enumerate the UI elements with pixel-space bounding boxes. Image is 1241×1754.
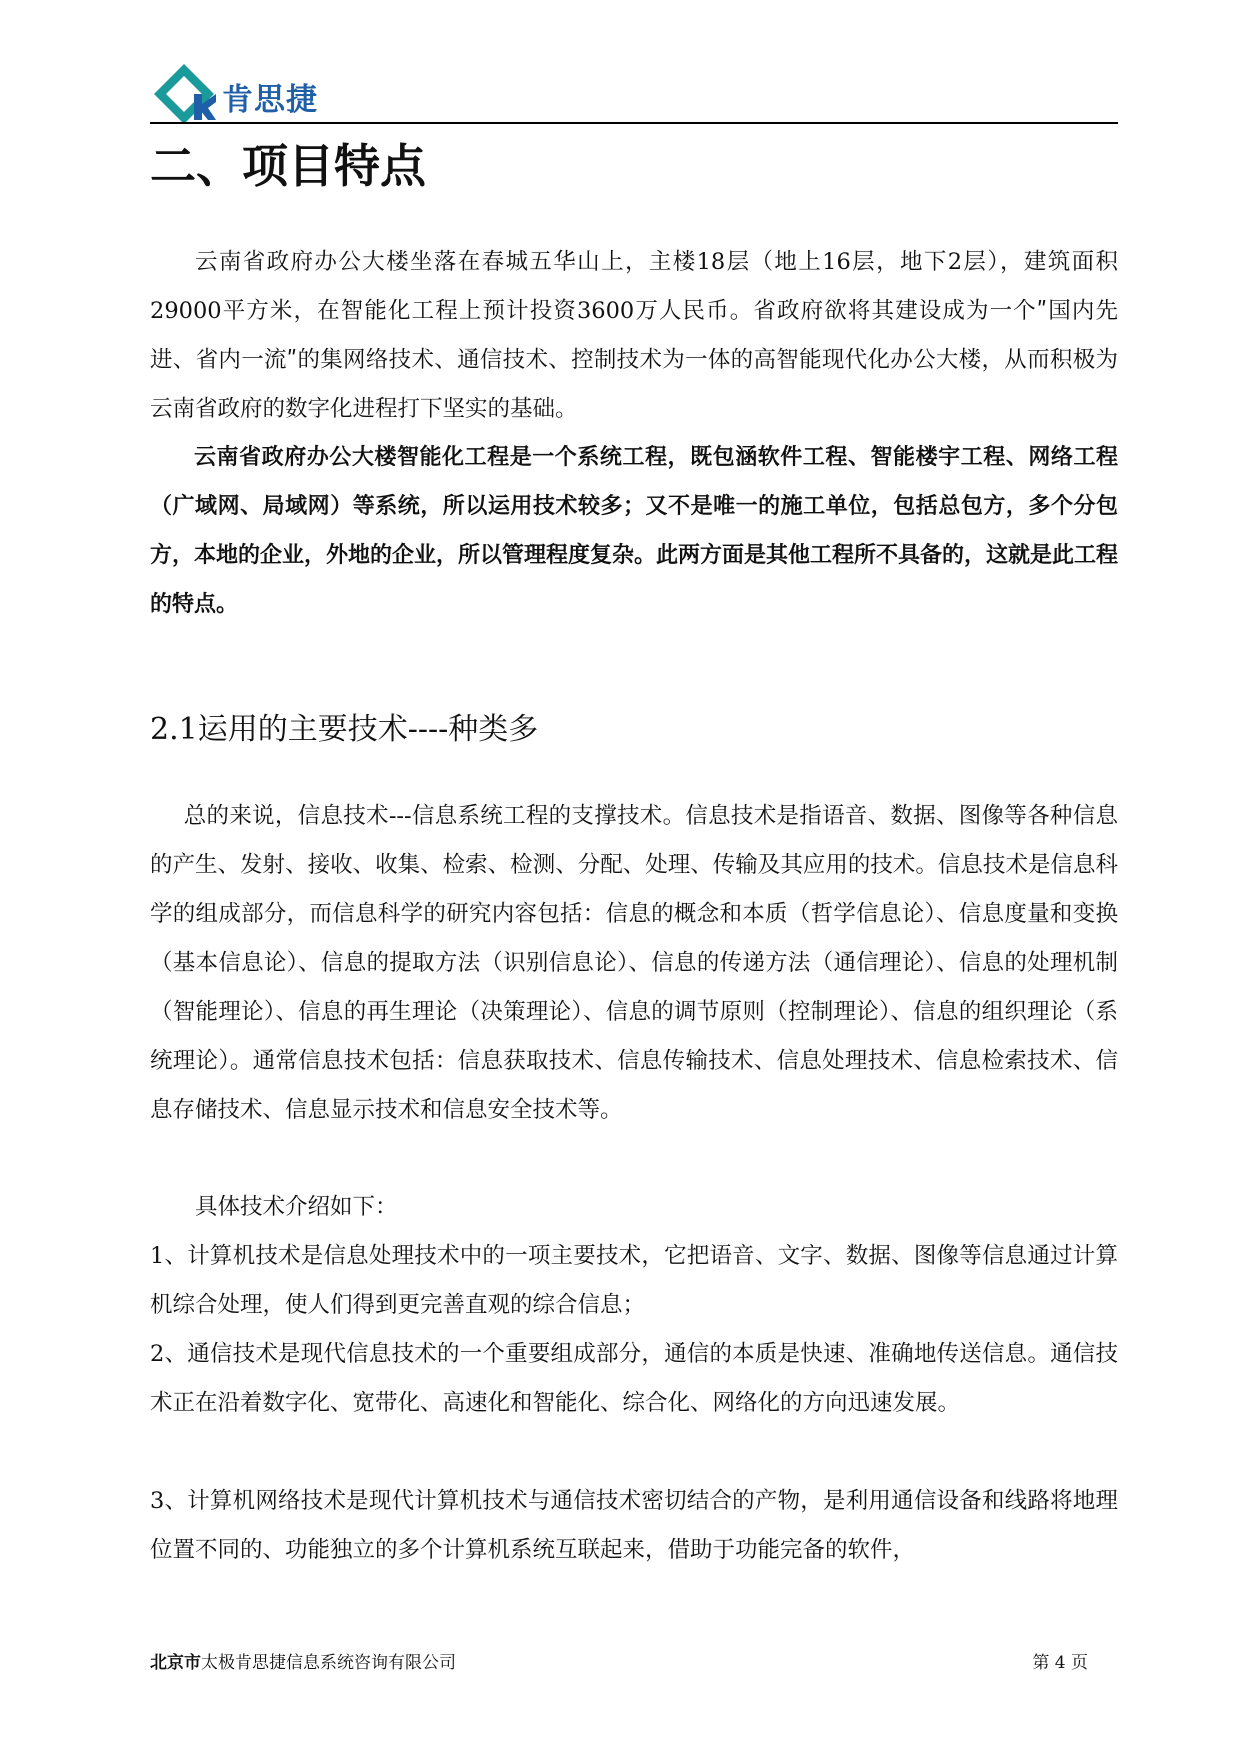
intro-paragraph-1: 云南省政府办公大楼坐落在春城五华山上，主楼18层（地上16层，地下2层），建筑面积29000平方米，在智能化工程上预计投资3600万人民币。省政府欲将其建设成为一个ʺ国内先进、省内一流ʺ的集网络技术、通信技术、控制技术为一体的高智能现代化办公大楼，从而积极为云南省政府的数字化进程打下坚实的基础。 [150, 249, 1118, 422]
footer-company [150, 1648, 456, 1673]
page-title: 二、项目特点 [150, 139, 426, 193]
page-number: 第 4 页 [1032, 1653, 1088, 1673]
footer-company-prefix: 北京市 [150, 1653, 201, 1673]
header-divider [150, 122, 1118, 124]
tech-intro-line: 具体技术介绍如下： [195, 1194, 398, 1220]
tech-item-3: 3、计算机网络技术是现代计算机技术与通信技术密切结合的产物，是利用通信设备和线路将地理位置不同的、功能独立的多个计算机系统互联起来，借助于功能完备的软件， [150, 1488, 1118, 1563]
logo-text: 肯思捷 [222, 82, 318, 118]
section-overview-paragraph: 总的来说，信息技术---信息系统工程的支撑技术。信息技术是指语音、数据、图像等各种信息的产生、发射、接收、收集、检索、检测、分配、处理、传输及其应用的技术。信息技术是信息科学的组成部分，而信息科学的研究内容包括：信息的概念和本质（哲学信息论）、信息度量和变换（基本信息论）、信息的提取方法（识别信息论）、信息的传递方法（通信理论）、信息的处理机制（智能理论）、信息的再生理论（决策理论）、信息的调节原则（控制理论）、信息的组织理论（系统理论）。通常信息技术包括：信息获取技术、信息传输技术、信息处理技术、信息检索技术、信息存储技术、信息显示技术和信息安全技术等。 [150, 803, 1118, 1123]
page-header [150, 60, 1118, 124]
company-logo-icon [150, 60, 222, 124]
section-heading-2-1: 2.1运用的主要技术----种类多 [150, 712, 539, 747]
intro-paragraph-2: 云南省政府办公大楼智能化工程是一个系统工程，既包涵软件工程、智能楼宇工程、网络工程（广域网、局域网）等系统，所以运用技术较多；又不是唯一的施工单位，包括总包方，多个分包方，本地的企业，外地的企业，所以管理程度复杂。此两方面是其他工程所不具备的，这就是此工程的特点。 [150, 445, 1119, 617]
tech-item-1: 1、计算机技术是信息处理技术中的一项主要技术，它把语音、文字、数据、图像等信息通过计算机综合处理，使人们得到更完善直观的综合信息； [150, 1243, 1118, 1318]
footer-company-name: 太极肯思捷信息系统咨询有限公司 [201, 1653, 456, 1673]
page-footer [150, 1648, 1118, 1678]
tech-item-2: 2、通信技术是现代信息技术的一个重要组成部分，通信的本质是快速、准确地传送信息。通信技术正在沿着数字化、宽带化、高速化和智能化、综合化、网络化的方向迅速发展。 [150, 1341, 1118, 1416]
